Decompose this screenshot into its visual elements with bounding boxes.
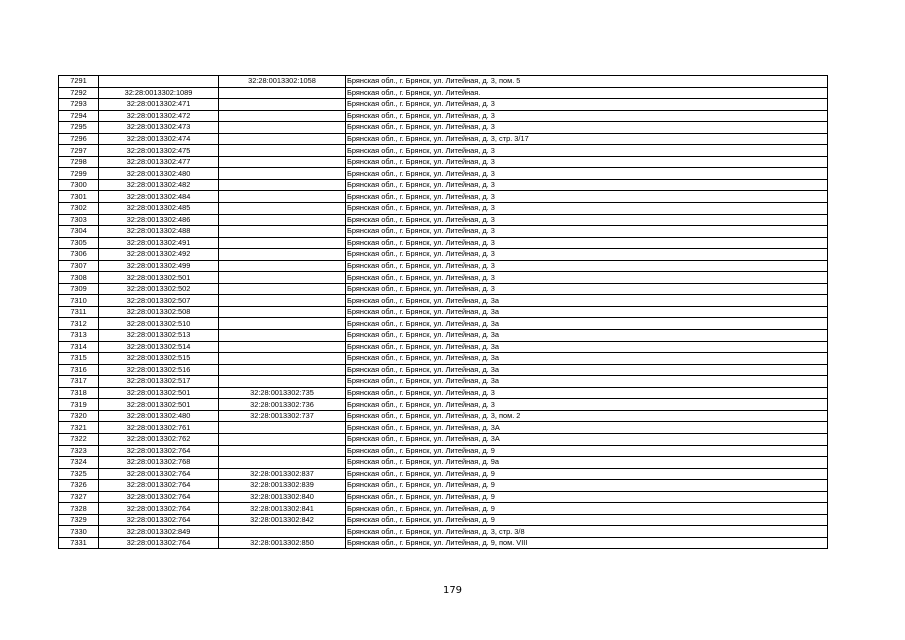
address-cell: Брянская обл., г. Брянск, ул. Литейная, д. 3 [346, 168, 828, 180]
row-number-cell: 7305 [59, 237, 99, 249]
object-cadastral-number-cell: 32:28:0013302:837 [219, 468, 346, 480]
table-row [59, 179, 828, 191]
parcel-cadastral-number-cell: 32:28:0013302:501 [99, 272, 219, 284]
address-cell: Брянская обл., г. Брянск, ул. Литейная, д. 9 [346, 468, 828, 480]
parcel-cadastral-number-cell: 32:28:0013302:501 [99, 399, 219, 411]
address-cell: Брянская обл., г. Брянск, ул. Литейная. [346, 87, 828, 99]
row-number-cell: 7304 [59, 226, 99, 238]
parcel-cadastral-number-cell: 32:28:0013302:482 [99, 179, 219, 191]
object-cadastral-number-cell: 32:28:0013302:737 [219, 410, 346, 422]
object-cadastral-number-cell: 32:28:0013302:840 [219, 491, 346, 503]
address-cell: Брянская обл., г. Брянск, ул. Литейная, д. 9 [346, 480, 828, 492]
row-number-cell: 7301 [59, 191, 99, 203]
parcel-cadastral-number-cell: 32:28:0013302:473 [99, 122, 219, 134]
address-cell: Брянская обл., г. Брянск, ул. Литейная, д. 9 [346, 491, 828, 503]
row-number-cell: 7323 [59, 445, 99, 457]
table-row [59, 133, 828, 145]
address-cell: Брянская обл., г. Брянск, ул. Литейная, д. 3а [346, 318, 828, 330]
parcel-cadastral-number-cell: 32:28:0013302:849 [99, 526, 219, 538]
object-cadastral-number-cell [219, 526, 346, 538]
row-number-cell: 7302 [59, 203, 99, 215]
table-row [59, 341, 828, 353]
table-row [59, 283, 828, 295]
parcel-cadastral-number-cell: 32:28:0013302:1089 [99, 87, 219, 99]
object-cadastral-number-cell [219, 445, 346, 457]
parcel-cadastral-number-cell: 32:28:0013302:764 [99, 445, 219, 457]
object-cadastral-number-cell [219, 237, 346, 249]
address-cell: Брянская обл., г. Брянск, ул. Литейная, д. 3 [346, 145, 828, 157]
cadastral-register-table [58, 75, 828, 549]
table-row [59, 272, 828, 284]
row-number-cell: 7324 [59, 457, 99, 469]
table-row [59, 410, 828, 422]
table-row [59, 295, 828, 307]
row-number-cell: 7314 [59, 341, 99, 353]
object-cadastral-number-cell [219, 422, 346, 434]
table-row [59, 503, 828, 515]
row-number-cell: 7296 [59, 133, 99, 145]
object-cadastral-number-cell [219, 191, 346, 203]
row-number-cell: 7299 [59, 168, 99, 180]
address-cell: Брянская обл., г. Брянск, ул. Литейная, д. 3 [346, 237, 828, 249]
object-cadastral-number-cell [219, 168, 346, 180]
address-cell: Брянская обл., г. Брянск, ул. Литейная, д. 3 [346, 260, 828, 272]
address-cell: Брянская обл., г. Брянск, ул. Литейная, д. 9, пом. VIII [346, 537, 828, 549]
object-cadastral-number-cell [219, 330, 346, 342]
parcel-cadastral-number-cell: 32:28:0013302:486 [99, 214, 219, 226]
row-number-cell: 7295 [59, 122, 99, 134]
parcel-cadastral-number-cell: 32:28:0013302:499 [99, 260, 219, 272]
object-cadastral-number-cell [219, 283, 346, 295]
row-number-cell: 7292 [59, 87, 99, 99]
object-cadastral-number-cell [219, 87, 346, 99]
table-row [59, 491, 828, 503]
parcel-cadastral-number-cell: 32:28:0013302:491 [99, 237, 219, 249]
object-cadastral-number-cell [219, 318, 346, 330]
address-cell: Брянская обл., г. Брянск, ул. Литейная, д. 3а [346, 330, 828, 342]
table-row [59, 191, 828, 203]
row-number-cell: 7325 [59, 468, 99, 480]
row-number-cell: 7298 [59, 156, 99, 168]
table-row [59, 145, 828, 157]
object-cadastral-number-cell: 32:28:0013302:850 [219, 537, 346, 549]
row-number-cell: 7297 [59, 145, 99, 157]
object-cadastral-number-cell [219, 203, 346, 215]
parcel-cadastral-number-cell: 32:28:0013302:513 [99, 330, 219, 342]
table-row [59, 260, 828, 272]
object-cadastral-number-cell: 32:28:0013302:841 [219, 503, 346, 515]
object-cadastral-number-cell [219, 353, 346, 365]
table-row [59, 422, 828, 434]
address-cell: Брянская обл., г. Брянск, ул. Литейная, д. 9 [346, 445, 828, 457]
table-row [59, 364, 828, 376]
table-row [59, 214, 828, 226]
parcel-cadastral-number-cell: 32:28:0013302:508 [99, 306, 219, 318]
address-cell: Брянская обл., г. Брянск, ул. Литейная, д. 3, пом. 2 [346, 410, 828, 422]
object-cadastral-number-cell [219, 457, 346, 469]
table-row [59, 249, 828, 261]
table-row [59, 514, 828, 526]
parcel-cadastral-number-cell: 32:28:0013302:764 [99, 491, 219, 503]
table-row [59, 537, 828, 549]
address-cell: Брянская обл., г. Брянск, ул. Литейная, д. 3а [346, 364, 828, 376]
row-number-cell: 7309 [59, 283, 99, 295]
table-row [59, 237, 828, 249]
table-row [59, 226, 828, 238]
address-cell: Брянская обл., г. Брянск, ул. Литейная, д. 3 [346, 249, 828, 261]
table-row [59, 399, 828, 411]
row-number-cell: 7317 [59, 376, 99, 388]
parcel-cadastral-number-cell: 32:28:0013302:514 [99, 341, 219, 353]
parcel-cadastral-number-cell: 32:28:0013302:516 [99, 364, 219, 376]
address-cell: Брянская обл., г. Брянск, ул. Литейная, д. 3А [346, 433, 828, 445]
address-cell: Брянская обл., г. Брянск, ул. Литейная, д. 3а [346, 376, 828, 388]
address-cell: Брянская обл., г. Брянск, ул. Литейная, д. 3 [346, 214, 828, 226]
row-number-cell: 7293 [59, 99, 99, 111]
table-row [59, 168, 828, 180]
table-row [59, 480, 828, 492]
object-cadastral-number-cell [219, 226, 346, 238]
row-number-cell: 7320 [59, 410, 99, 422]
address-cell: Брянская обл., г. Брянск, ул. Литейная, д. 3 [346, 283, 828, 295]
address-cell: Брянская обл., г. Брянск, ул. Литейная, д. 3, стр. 3/17 [346, 133, 828, 145]
object-cadastral-number-cell [219, 306, 346, 318]
address-cell: Брянская обл., г. Брянск, ул. Литейная, д. 3 [346, 156, 828, 168]
object-cadastral-number-cell [219, 214, 346, 226]
row-number-cell: 7326 [59, 480, 99, 492]
table-row [59, 376, 828, 388]
row-number-cell: 7318 [59, 387, 99, 399]
object-cadastral-number-cell [219, 376, 346, 388]
row-number-cell: 7294 [59, 110, 99, 122]
table-row [59, 353, 828, 365]
address-cell: Брянская обл., г. Брянск, ул. Литейная, д. 3 [346, 110, 828, 122]
row-number-cell: 7307 [59, 260, 99, 272]
table-row [59, 76, 828, 88]
table-row [59, 457, 828, 469]
parcel-cadastral-number-cell: 32:28:0013302:515 [99, 353, 219, 365]
table-row [59, 468, 828, 480]
object-cadastral-number-cell [219, 133, 346, 145]
table-row [59, 330, 828, 342]
parcel-cadastral-number-cell: 32:28:0013302:507 [99, 295, 219, 307]
row-number-cell: 7291 [59, 76, 99, 88]
parcel-cadastral-number-cell: 32:28:0013302:474 [99, 133, 219, 145]
parcel-cadastral-number-cell: 32:28:0013302:764 [99, 537, 219, 549]
parcel-cadastral-number-cell: 32:28:0013302:480 [99, 410, 219, 422]
row-number-cell: 7327 [59, 491, 99, 503]
address-cell: Брянская обл., г. Брянск, ул. Литейная, д. 9 [346, 514, 828, 526]
address-cell: Брянская обл., г. Брянск, ул. Литейная, д. 3 [346, 179, 828, 191]
table-row [59, 156, 828, 168]
table-row [59, 122, 828, 134]
address-cell: Брянская обл., г. Брянск, ул. Литейная, д. 9а [346, 457, 828, 469]
object-cadastral-number-cell [219, 295, 346, 307]
parcel-cadastral-number-cell: 32:28:0013302:484 [99, 191, 219, 203]
object-cadastral-number-cell [219, 364, 346, 376]
page-number: 179 [442, 585, 463, 596]
row-number-cell: 7310 [59, 295, 99, 307]
address-cell: Брянская обл., г. Брянск, ул. Литейная, д. 3 [346, 272, 828, 284]
row-number-cell: 7313 [59, 330, 99, 342]
address-cell: Брянская обл., г. Брянск, ул. Литейная, д. 3а [346, 295, 828, 307]
row-number-cell: 7312 [59, 318, 99, 330]
parcel-cadastral-number-cell [99, 76, 219, 88]
object-cadastral-number-cell [219, 110, 346, 122]
object-cadastral-number-cell [219, 341, 346, 353]
address-cell: Брянская обл., г. Брянск, ул. Литейная, д. 3А [346, 422, 828, 434]
table-row [59, 318, 828, 330]
parcel-cadastral-number-cell: 32:28:0013302:764 [99, 514, 219, 526]
parcel-cadastral-number-cell: 32:28:0013302:488 [99, 226, 219, 238]
row-number-cell: 7329 [59, 514, 99, 526]
address-cell: Брянская обл., г. Брянск, ул. Литейная, д. 3 [346, 99, 828, 111]
address-cell: Брянская обл., г. Брянск, ул. Литейная, д. 3 [346, 387, 828, 399]
object-cadastral-number-cell [219, 433, 346, 445]
parcel-cadastral-number-cell: 32:28:0013302:510 [99, 318, 219, 330]
register-table-body [59, 76, 828, 549]
table-row [59, 87, 828, 99]
table-row [59, 387, 828, 399]
object-cadastral-number-cell [219, 179, 346, 191]
table-row [59, 99, 828, 111]
object-cadastral-number-cell [219, 249, 346, 261]
parcel-cadastral-number-cell: 32:28:0013302:768 [99, 457, 219, 469]
row-number-cell: 7315 [59, 353, 99, 365]
address-cell: Брянская обл., г. Брянск, ул. Литейная, д. 3 [346, 203, 828, 215]
parcel-cadastral-number-cell: 32:28:0013302:761 [99, 422, 219, 434]
table-row [59, 526, 828, 538]
object-cadastral-number-cell [219, 99, 346, 111]
address-cell: Брянская обл., г. Брянск, ул. Литейная, д. 3 [346, 226, 828, 238]
row-number-cell: 7328 [59, 503, 99, 515]
parcel-cadastral-number-cell: 32:28:0013302:472 [99, 110, 219, 122]
address-cell: Брянская обл., г. Брянск, ул. Литейная, д. 3 [346, 399, 828, 411]
address-cell: Брянская обл., г. Брянск, ул. Литейная, д. 3 [346, 191, 828, 203]
address-cell: Брянская обл., г. Брянск, ул. Литейная, д. 3, пом. 5 [346, 76, 828, 88]
table-row [59, 433, 828, 445]
row-number-cell: 7319 [59, 399, 99, 411]
parcel-cadastral-number-cell: 32:28:0013302:764 [99, 480, 219, 492]
address-cell: Брянская обл., г. Брянск, ул. Литейная, д. 3а [346, 353, 828, 365]
object-cadastral-number-cell: 32:28:0013302:1058 [219, 76, 346, 88]
table-row [59, 110, 828, 122]
row-number-cell: 7306 [59, 249, 99, 261]
table-row [59, 445, 828, 457]
address-cell: Брянская обл., г. Брянск, ул. Литейная, д. 3 [346, 122, 828, 134]
object-cadastral-number-cell [219, 122, 346, 134]
parcel-cadastral-number-cell: 32:28:0013302:475 [99, 145, 219, 157]
row-number-cell: 7303 [59, 214, 99, 226]
parcel-cadastral-number-cell: 32:28:0013302:485 [99, 203, 219, 215]
row-number-cell: 7316 [59, 364, 99, 376]
table-row [59, 306, 828, 318]
parcel-cadastral-number-cell: 32:28:0013302:477 [99, 156, 219, 168]
address-cell: Брянская обл., г. Брянск, ул. Литейная, д. 9 [346, 503, 828, 515]
parcel-cadastral-number-cell: 32:28:0013302:502 [99, 283, 219, 295]
parcel-cadastral-number-cell: 32:28:0013302:517 [99, 376, 219, 388]
parcel-cadastral-number-cell: 32:28:0013302:480 [99, 168, 219, 180]
row-number-cell: 7321 [59, 422, 99, 434]
parcel-cadastral-number-cell: 32:28:0013302:764 [99, 503, 219, 515]
row-number-cell: 7322 [59, 433, 99, 445]
address-cell: Брянская обл., г. Брянск, ул. Литейная, д. 3а [346, 341, 828, 353]
parcel-cadastral-number-cell: 32:28:0013302:501 [99, 387, 219, 399]
parcel-cadastral-number-cell: 32:28:0013302:762 [99, 433, 219, 445]
row-number-cell: 7331 [59, 537, 99, 549]
object-cadastral-number-cell [219, 272, 346, 284]
row-number-cell: 7308 [59, 272, 99, 284]
object-cadastral-number-cell [219, 145, 346, 157]
object-cadastral-number-cell: 32:28:0013302:842 [219, 514, 346, 526]
object-cadastral-number-cell: 32:28:0013302:839 [219, 480, 346, 492]
row-number-cell: 7330 [59, 526, 99, 538]
address-cell: Брянская обл., г. Брянск, ул. Литейная, д. 3а [346, 306, 828, 318]
object-cadastral-number-cell [219, 156, 346, 168]
parcel-cadastral-number-cell: 32:28:0013302:471 [99, 99, 219, 111]
row-number-cell: 7311 [59, 306, 99, 318]
object-cadastral-number-cell: 32:28:0013302:735 [219, 387, 346, 399]
parcel-cadastral-number-cell: 32:28:0013302:492 [99, 249, 219, 261]
parcel-cadastral-number-cell: 32:28:0013302:764 [99, 468, 219, 480]
object-cadastral-number-cell [219, 260, 346, 272]
object-cadastral-number-cell: 32:28:0013302:736 [219, 399, 346, 411]
address-cell: Брянская обл., г. Брянск, ул. Литейная, д. 3, стр. 3/8 [346, 526, 828, 538]
table-row [59, 203, 828, 215]
row-number-cell: 7300 [59, 179, 99, 191]
